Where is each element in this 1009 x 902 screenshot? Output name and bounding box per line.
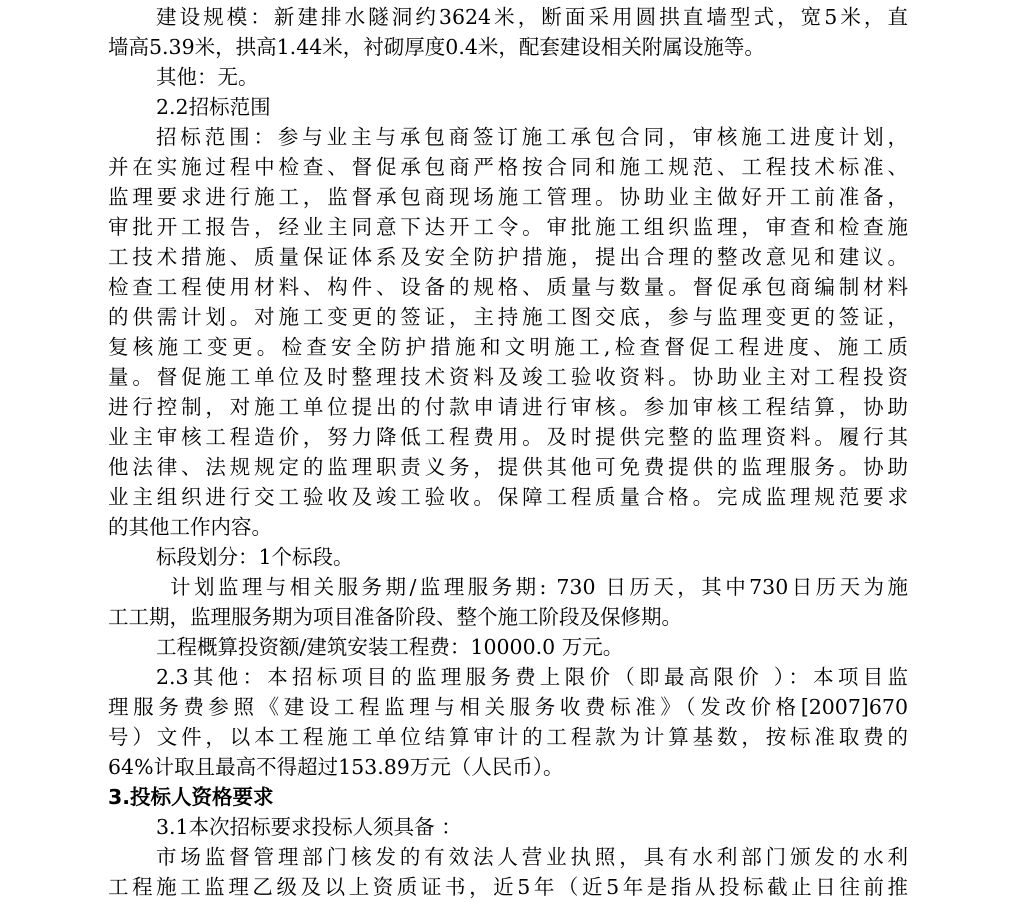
other-2-3-line-3: 号）文件，以本工程施工单位结算审计的工程款为计算基数，按标准取费的 [108,725,908,749]
scale-line-2: 墙高5.39米，拱高1.44米，衬砌厚度0.4米，配套建设相关附属设施等。 [108,35,765,59]
scope-line-3: 监理要求进行施工，监督承包商现场施工管理。协助业主做好开工前准备， [108,185,908,209]
scope-line-5: 工技术措施、质量保证体系及安全防护措施，提出合理的整改意见和建议。 [108,245,908,269]
other-2-3-line-2: 理服务费参照《建设工程监理与相关服务收费标准》（发改价格[2007]670 [108,695,908,719]
scope-line-11: 业主审核工程造价，努力降低工程费用。及时提供完整的监理资料。履行其 [108,425,908,449]
scope-line-8: 复核施工变更。检查安全防护措施和文明施工,检查督促工程进度、施工质 [108,335,908,359]
budget-line: 工程概算投资额/建筑安装工程费：10000.0 万元。 [156,635,624,659]
scope-line-14: 的其他工作内容。 [108,515,272,539]
period-line-1: 计划监理与相关服务期/监理服务期: 730 日历天，其中730日历天为施 [170,575,908,599]
heading-3-bidder-qualifications: 3.投标人资格要求 [108,785,274,809]
scope-line-2: 并在实施过程中检查、督促承包商严格按合同和施工规范、工程技术标准、 [108,155,908,179]
scope-line-9: 量。督促施工单位及时整理技术资料及竣工验收资料。协助业主对工程投资 [108,365,908,389]
scope-line-4: 审批开工报告，经业主同意下达开工令。审批施工组织监理，审查和检查施 [108,215,908,239]
scope-line-10: 进行控制，对施工单位提出的付款申请进行审核。参加审核工程结算，协助 [108,395,908,419]
scope-line-6: 检查工程使用材料、构件、设备的规格、质量与数量。督促承包商编制材料 [108,275,908,299]
qualification-line-1: 市场监督管理部门核发的有效法人营业执照，具有水利部门颁发的水利 [156,845,908,869]
other-line: 其他：无。 [156,65,259,89]
scope-line-7: 的供需计划。对施工变更的签证，主持施工图交底，参与监理变更的签证， [108,305,908,329]
qualification-line-2: 工程施工监理乙级及以上资质证书，近5年（近5年是指从投标截止日往前推 [108,875,908,899]
section-2-2-title: 2.2招标范围 [156,95,271,119]
other-2-3-line-1: 2.3其他：本招标项目的监理服务费上限价（即最高限价 ）：本项目监 [156,665,908,689]
sections-line: 标段划分：1个标段。 [156,545,354,569]
scope-line-1: 招标范围：参与业主与承包商签订施工承包合同，审核施工进度计划， [156,125,908,149]
period-line-2: 工工期，监理服务期为项目准备阶段、整个施工阶段及保修期。 [108,605,682,629]
other-2-3-line-4: 64%计取且最高不得超过153.89万元（人民币）。 [108,755,564,779]
document-body [108,2,908,902]
scope-line-12: 他法律、法规规定的监理职责义务，提供其他可免费提供的监理服务。协助 [108,455,908,479]
scope-line-13: 业主组织进行交工验收及竣工验收。保障工程质量合格。完成监理规范要求 [108,485,908,509]
scale-line-1: 建设规模：新建排水隧洞约3624米，断面采用圆拱直墙型式，宽5米，直 [156,5,908,29]
section-3-1-title: 3.1本次招标要求投标人须具备 ： [156,815,462,839]
